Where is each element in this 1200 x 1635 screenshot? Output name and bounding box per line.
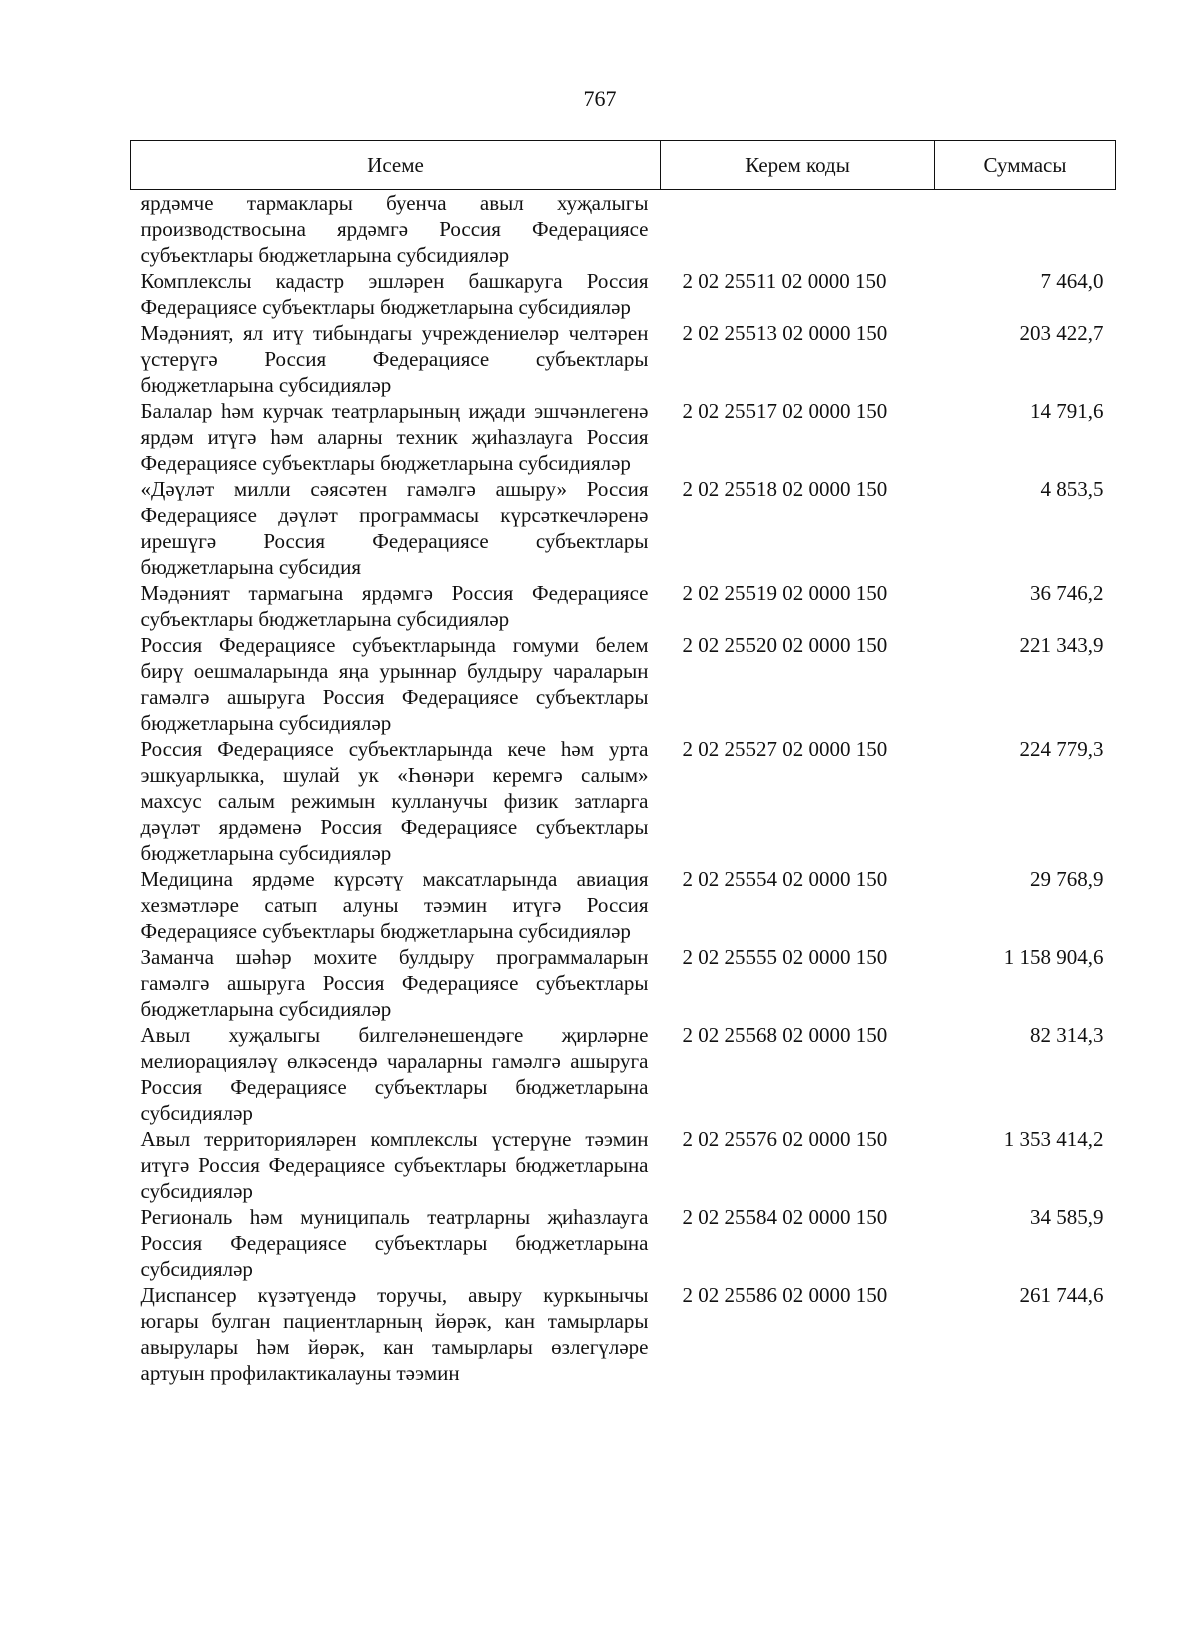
- row-name: Комплекслы кадастр эшләрен башкаруга Россия Федерациясе субъектлары бюджетларына субсидияләр: [140, 269, 649, 319]
- row-code: 2 02 25576 02 0000 150: [682, 1127, 888, 1151]
- table-row: [131, 944, 1116, 1022]
- row-name: Балалар һәм курчак театрларының иҗади эшчәнлегенә ярдәм итүгә һәм аларны техник җиһазлауга Россия Федерациясе субъектлары бюджетларына субсидияләр: [140, 399, 649, 475]
- table-row: [131, 268, 1116, 320]
- row-sum: 7 464,0: [1040, 269, 1104, 293]
- header-name: Исеме: [131, 141, 661, 190]
- row-code: 2 02 25518 02 0000 150: [682, 477, 888, 501]
- table-header-row: [131, 141, 1116, 190]
- row-code: 2 02 25520 02 0000 150: [682, 633, 888, 657]
- row-sum: 29 768,9: [1030, 867, 1104, 891]
- row-name: «Дәүләт милли сәясәтен гамәлгә ашыру» Россия Федерациясе дәүләт программасы күрсәткечләренә ирешүгә Россия Федерациясе субъектлары бюджетларына субсидия: [140, 477, 649, 579]
- table-row: [131, 320, 1116, 398]
- row-sum: 224 779,3: [1019, 737, 1104, 761]
- row-sum: 4 853,5: [1040, 477, 1104, 501]
- table-row: [131, 736, 1116, 866]
- row-code: 2 02 25555 02 0000 150: [682, 945, 888, 969]
- row-name: Диспансер күзәтүендә торучы, авыру куркынычы югары булган пациентларның йөрәк, кан тамырлары авырулары һәм йөрәк, кан тамырлары өзлегүләре артуын профилактикалауны тәэмин: [140, 1283, 649, 1385]
- row-sum: 1 158 904,6: [1003, 945, 1104, 969]
- table-row: [131, 866, 1116, 944]
- row-name: ярдәмче тармаклары буенча авыл хуҗалыгы производствосына ярдәмгә Россия Федерациясе субъектлары бюджетларына субсидияләр: [140, 191, 649, 267]
- row-name: Россия Федерациясе субъектларында кече һәм урта эшкуарлыкка, шулай ук «Һөнәри керемгә салым» махсус салым режимын кулланучы физик затларга дәүләт ярдәменә Россия Федерациясе субъектлары бюджетларына субсидияләр: [140, 737, 649, 865]
- row-name: Авыл территорияләрен комплекслы үстерүне тәэмин итүгә Россия Федерациясе субъектлары бюджетларына субсидияләр: [140, 1127, 649, 1203]
- row-sum: 82 314,3: [1030, 1023, 1104, 1047]
- table-row: [131, 1126, 1116, 1204]
- row-name: Региональ һәм муниципаль театрларны җиһазлауга Россия Федерациясе субъектлары бюджетларына субсидияләр: [140, 1205, 649, 1281]
- row-code: 2 02 25568 02 0000 150: [682, 1023, 888, 1047]
- table-row: [131, 1282, 1116, 1386]
- row-sum: [935, 190, 1116, 269]
- row-sum: 1 353 414,2: [1003, 1127, 1104, 1151]
- header-sum: Суммасы: [935, 141, 1116, 190]
- row-sum: 203 422,7: [1019, 321, 1104, 345]
- table-row: [131, 632, 1116, 736]
- row-sum: 14 791,6: [1030, 399, 1104, 423]
- row-sum: 34 585,9: [1030, 1205, 1104, 1229]
- row-code: 2 02 25519 02 0000 150: [682, 581, 888, 605]
- budget-table: [130, 140, 1116, 1386]
- row-code: 2 02 25513 02 0000 150: [682, 321, 888, 345]
- row-code: [661, 190, 935, 269]
- row-sum: 36 746,2: [1030, 581, 1104, 605]
- page-number: 767: [583, 86, 617, 111]
- row-code: 2 02 25511 02 0000 150: [682, 269, 887, 293]
- row-code: 2 02 25517 02 0000 150: [682, 399, 888, 423]
- row-code: 2 02 25554 02 0000 150: [682, 867, 888, 891]
- table-row: [131, 398, 1116, 476]
- row-name: Заманча шәһәр мохите булдыру программаларын гамәлгә ашыруга Россия Федерациясе субъектлары бюджетларына субсидияләр: [140, 945, 649, 1021]
- row-sum: 221 343,9: [1019, 633, 1104, 657]
- table-row: [131, 476, 1116, 580]
- row-name: Мәдәният, ял итү тибындагы учреждениеләр челтәрен үстерүгә Россия Федерациясе субъектлары бюджетларына субсидияләр: [140, 321, 649, 397]
- row-name: Россия Федерациясе субъектларында гомуми белем бирү оешмаларында яңа урыннар булдыру чараларын гамәлгә ашыруга Россия Федерациясе субъектлары бюджетларына субсидияләр: [140, 633, 649, 735]
- row-name: Медицина ярдәме күрсәтү максатларында авиация хезмәтләре сатып алуны тәэмин итүгә Россия Федерациясе субъектлары бюджетларына субсидияләр: [140, 867, 649, 943]
- row-name: Мәдәният тармагына ярдәмгә Россия Федерациясе субъектлары бюджетларына субсидияләр: [140, 581, 649, 631]
- row-code: 2 02 25584 02 0000 150: [682, 1205, 888, 1229]
- table-row: [131, 1022, 1116, 1126]
- table-row: [131, 1204, 1116, 1282]
- row-code: 2 02 25586 02 0000 150: [682, 1283, 888, 1307]
- header-code: Керем коды: [661, 141, 935, 190]
- row-code: 2 02 25527 02 0000 150: [682, 737, 888, 761]
- table-row: [131, 190, 1116, 269]
- row-name: Авыл хуҗалыгы билгеләнешендәге җирләрне мелиорацияләү өлкәсендә чараларны гамәлгә ашыруга Россия Федерациясе субъектлары бюджетларына субсидияләр: [140, 1023, 649, 1125]
- table-row: [131, 580, 1116, 632]
- row-sum: 261 744,6: [1019, 1283, 1104, 1307]
